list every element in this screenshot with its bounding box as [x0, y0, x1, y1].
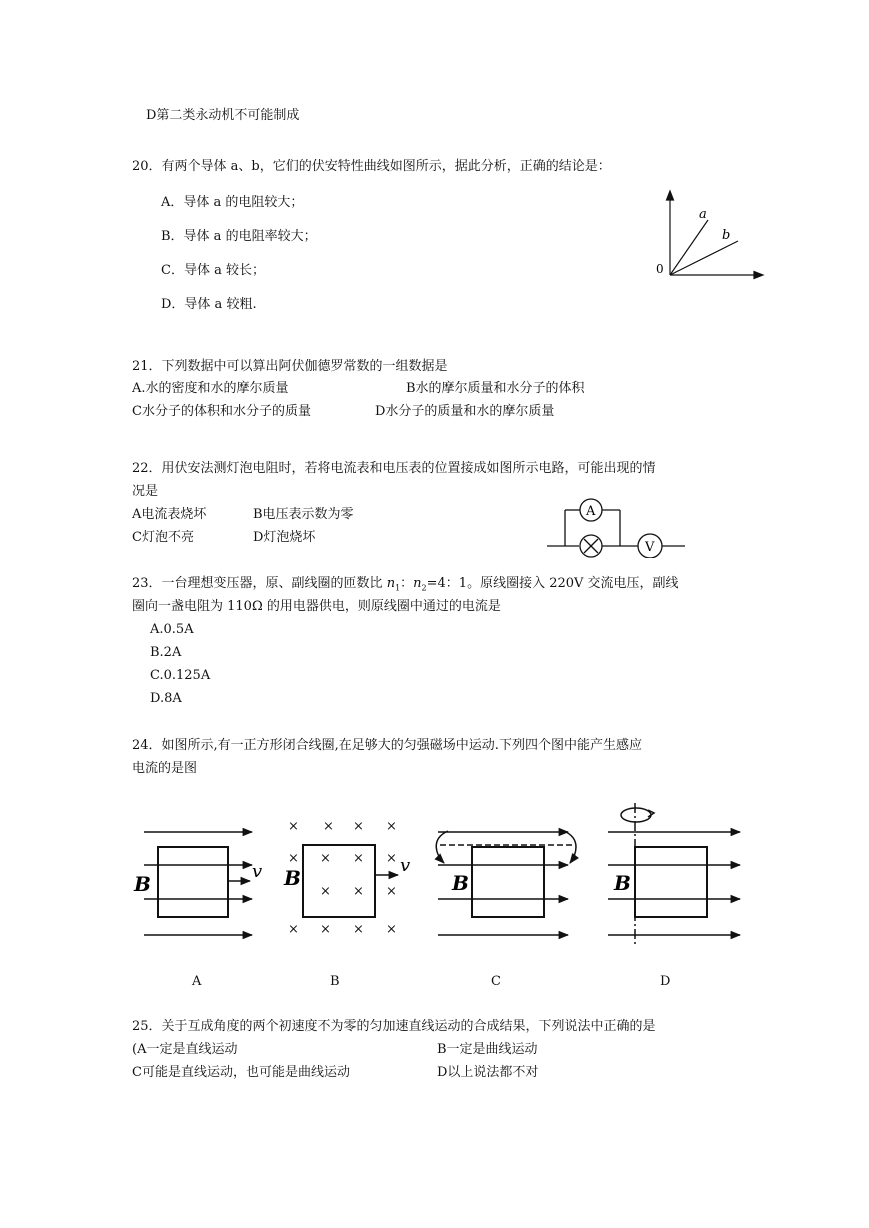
q20-option-c: C．导体 a 较长； [161, 263, 265, 278]
q20-label-a: a [699, 207, 707, 222]
q24-label-d: D [660, 974, 671, 989]
q24-b-cross: × [353, 922, 364, 937]
q22-voltmeter-label: V [645, 540, 655, 555]
q20-x-axis-arrow [754, 272, 763, 279]
q23-stem-line1 [132, 577, 679, 593]
q24-b-cross: × [353, 884, 364, 899]
q23-option-d: D.8A [150, 691, 182, 706]
q21-option-c: C水分子的体积和水分子的质量 [132, 404, 311, 419]
q22-ammeter-label: A [586, 504, 596, 519]
q24-stem-line1: 24．如图所示,有一正方形闭合线圈,在足够大的匀强磁场中运动.下列四个图中能产生感应 [132, 738, 642, 753]
q25-option-a: (A一定是直线运动 [132, 1042, 238, 1057]
q21-option-d: D水分子的质量和水的摩尔质量 [375, 404, 555, 419]
q20-iv-curve-figure [650, 188, 770, 284]
q24-b-cross: × [386, 922, 397, 937]
q24-c-field-label: B [452, 871, 469, 895]
q22-option-b: B电压表示数为零 [253, 507, 354, 522]
q20-stem: 20．有两个导体 a、b，它们的伏安特性曲线如图所示，据此分析，正确的结论是： [132, 159, 611, 174]
q23-stem-part2: =4：1。原线圈接入 220V 交流电压，副线 [426, 576, 679, 591]
q22-option-d: D灯泡烧坏 [253, 530, 316, 545]
q19-option-d: D第二类永动机不可能制成 [146, 108, 300, 123]
q24-b-cross: × [386, 851, 397, 866]
q22-stem-line2: 况是 [132, 484, 159, 499]
q20-option-d: D．导体 a 较粗. [161, 297, 257, 312]
q24-b-cross: × [320, 922, 331, 937]
q24-figure-b [303, 845, 398, 917]
q23-colon: ： [400, 576, 414, 591]
q24-b-cross: × [386, 819, 397, 834]
q24-b-cross: × [288, 851, 299, 866]
q24-figure-a [144, 832, 252, 935]
q23-n2: n [413, 576, 422, 591]
q24-label-b: B [330, 974, 340, 989]
q24-a-field-label: B [134, 872, 151, 896]
q24-b-cross: × [320, 851, 331, 866]
q24-b-cross: × [386, 884, 397, 899]
q24-b-cross: × [288, 819, 299, 834]
q23-option-c: C.0.125A [150, 668, 211, 683]
q24-label-a: A [192, 974, 202, 989]
q22-option-c: C灯泡不亮 [132, 530, 194, 545]
q21-stem: 21．下列数据中可以算出阿伏伽德罗常数的一组数据是 [132, 359, 448, 374]
q24-b-cross: × [288, 922, 299, 937]
q24-b-cross: × [353, 851, 364, 866]
q24-stem-line2: 电流的是图 [132, 761, 198, 776]
q22-stem-line1: 22．用伏安法测灯泡电阻时，若将电流表和电压表的位置接成如图所示电路，可能出现的情 [132, 461, 656, 476]
q23-stem-part1: 23．一台理想变压器，原、副线圈的匝数比 [132, 576, 387, 591]
q24-b-velocity-label: v [400, 855, 411, 876]
q23-n1: n [386, 576, 396, 591]
q24-b-cross: × [320, 884, 331, 899]
q25-option-c: C可能是直线运动，也可能是曲线运动 [132, 1065, 350, 1080]
q20-line-a [670, 220, 708, 275]
q23-n1-sub: 1 [395, 583, 401, 593]
q23-option-b: B.2A [150, 645, 182, 660]
q24-d-field-label: B [614, 871, 631, 895]
q24-b-field-label: B [284, 866, 301, 890]
q23-n2-sub: 2 [421, 583, 427, 593]
q24-figures [130, 795, 750, 955]
q25-option-d: D以上说法都不对 [437, 1065, 539, 1080]
q25-stem: 25．关于互成角度的两个初速度不为零的匀加速直线运动的合成结果，下列说法中正确的是 [132, 1019, 656, 1034]
q20-line-b [670, 241, 738, 275]
q22-circuit-diagram [545, 496, 690, 558]
q23-option-a: A.0.5A [150, 622, 194, 637]
q24-label-c: C [491, 974, 501, 989]
q23-stem-line2: 圈向一盏电阻为 110Ω 的用电器供电，则原线圈中通过的电流是 [132, 599, 501, 614]
q24-a-velocity-label: v [252, 861, 263, 882]
q24-b-cross: × [353, 819, 364, 834]
q21-option-a: A.水的密度和水的摩尔质量 [132, 381, 289, 396]
q20-option-b: B．导体 a 的电阻率较大； [161, 229, 317, 244]
q20-origin-label: 0 [656, 262, 664, 276]
q20-label-b: b [722, 228, 731, 243]
q20-y-axis-arrow [667, 191, 674, 200]
q21-option-b: B水的摩尔质量和水分子的体积 [406, 381, 585, 396]
q25-option-b: B一定是曲线运动 [437, 1042, 538, 1057]
q20-option-a: A．导体 a 的电阻较大； [161, 195, 304, 210]
q22-option-a: A电流表烧坏 [132, 507, 207, 522]
q24-b-cross: × [323, 819, 334, 834]
